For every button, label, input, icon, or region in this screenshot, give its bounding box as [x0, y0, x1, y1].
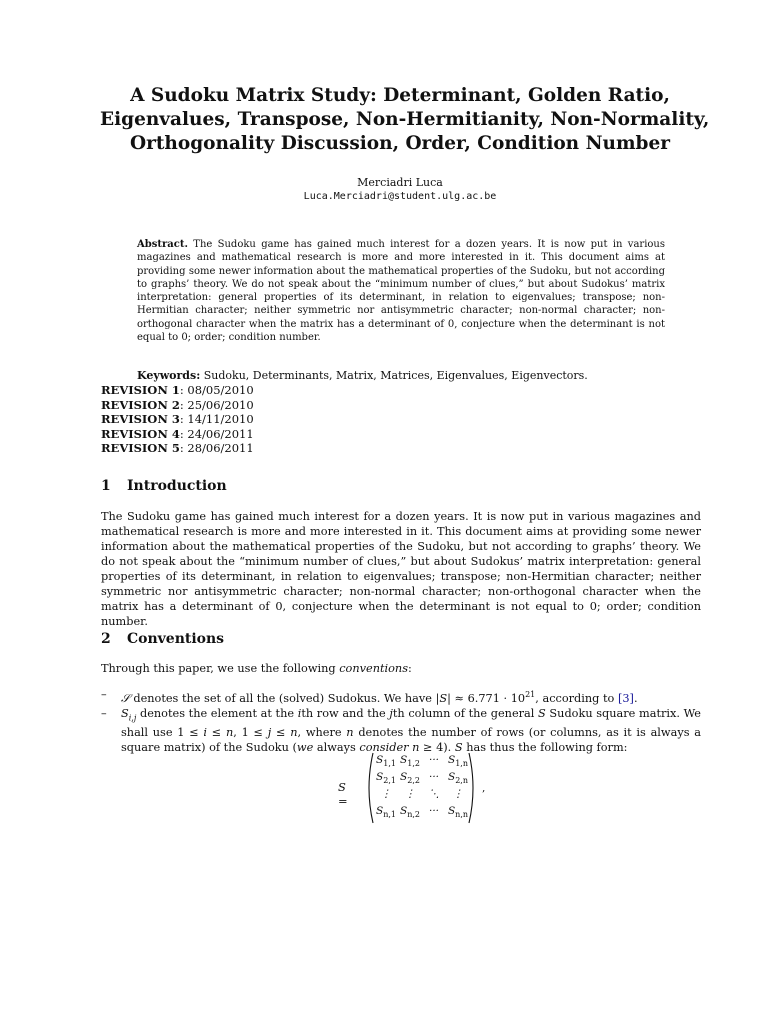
section-heading-introduction: 1 Introduction: [101, 478, 227, 494]
matrix-body: [364, 752, 476, 824]
left-paren-icon: [364, 752, 374, 824]
conventions-lead: Through this paper, we use the following conventions:: [101, 662, 412, 675]
author-email: Luca.Merciadri@student.ulg.ac.be: [303, 191, 497, 202]
matrix-cell: ···: [428, 805, 439, 817]
matrix-grid: [374, 754, 470, 822]
matrix-cell: ⋮: [380, 788, 392, 800]
introduction-paragraph: The Sudoku game has gained much interest for a dozen years. It is now put in various magazines and mathematical research is more and more interested in it. This document aims at providing some newer information about the mathematical properties of the Sudoku, but not according to graphs’ theory. We do not speak about the “minimum number of clues,” but about Sudokus’ matrix interpretation: general properties of its determinant, in relation to eigenvalues; transpose; non-Hermitian character; neither symmetric nor antisymmetric character; non-normal character; non-orthogonal character when the matrix has a determinant of 0, conjecture when the determinant is not equal to 0; order; condition number.: [101, 510, 701, 628]
matrix-comma: ,: [482, 782, 486, 794]
title-line-2: Eigenvalues, Transpose, Non-Hermitianity, Non-Normality,: [100, 109, 710, 130]
matrix-cell: $S_{2,1}$: [376, 771, 396, 786]
abstract-label: Abstract.: [137, 239, 188, 250]
matrix-row: [374, 754, 470, 771]
matrix-cell: $S_{n,1}$: [376, 805, 396, 820]
matrix-cell: $S_{1,2}$: [400, 754, 420, 769]
matrix-cell: $S_{1,1}$: [376, 754, 396, 769]
keywords-text: Sudoku, Determinants, Matrix, Matrices, Eigenvalues, Eigenvectors.: [203, 369, 588, 382]
matrix-cell: $S_{n,n}$: [447, 805, 469, 820]
revision-list: [101, 383, 254, 456]
revision-item: REVISION 1: 08/05/2010: [101, 383, 254, 397]
right-paren-icon: [468, 752, 478, 824]
matrix-row: [374, 788, 470, 805]
author-name: Merciadri Luca: [357, 176, 443, 189]
matrix-cell: $S_{n,2}$: [400, 805, 420, 820]
abstract-text: The Sudoku game has gained much interest for a dozen years. It is now put in various magazines and mathematical research is more and more interested in it. This document aims at providing some newer information about the mathematical properties of the Sudoku, but not according to graphs’ theory. We do not speak about the “minimum number of clues,” but about Sudokus’ matrix interpretation: general properties of its determinant, in relation to eigenvalues; transpose; non-Hermitian character; neither symmetric nor antisymmetric character; non-normal character; non-orthogonal character when the matrix has a determinant of 0, conjecture when the determinant is not equal to 0; order; condition number.: [137, 239, 665, 344]
keywords: [137, 369, 677, 383]
matrix-row: [374, 805, 470, 822]
keywords-label: Keywords:: [137, 369, 201, 382]
matrix-cell: ⋮: [404, 788, 416, 800]
revision-item: REVISION 2: 25/06/2010: [101, 397, 254, 412]
reference-link[interactable]: [3]: [617, 691, 634, 705]
revision-item: REVISION 5: 28/06/2011: [101, 441, 254, 455]
matrix-cell: ···: [428, 771, 439, 783]
conventions-list: [101, 687, 701, 755]
revision-item: REVISION 4: 24/06/2011: [101, 426, 254, 441]
list-item: – 𝒮 denotes the set of all the (solved) Sudokus. We have $|S| \approx 6.771 \cdot 10^{21}$, according to [3].: [101, 688, 638, 705]
matrix-cell: ⋮: [452, 788, 464, 800]
title-line-3: Orthogonality Discussion, Order, Condition Number: [130, 133, 670, 154]
matrix-cell: $S_{1,n}$: [448, 754, 468, 769]
title-line-1: A Sudoku Matrix Study: Determinant, Golden Ratio,: [130, 85, 670, 106]
matrix-row: [374, 771, 470, 788]
matrix-label: S =: [338, 780, 348, 808]
section-heading-conventions: 2 Conventions: [101, 631, 225, 647]
list-item: – $S_{i,j}$ denotes the element at the ith row and the jth column of the general S Sudoku square matrix. We shall use 1 ≤ i ≤ n, 1 ≤ j ≤ n, where n denotes the number of rows (or columns, as it is always a square matrix) of the Sudoku (we always consider n ≥ 4). S has thus the following form:: [101, 706, 701, 755]
abstract: [137, 238, 665, 344]
matrix-cell: ···: [428, 754, 439, 766]
matrix-cell: $S_{2,n}$: [448, 771, 468, 786]
matrix-cell: ⋱: [428, 788, 440, 800]
revision-item: REVISION 3: 14/11/2010: [101, 412, 254, 426]
matrix-cell: $S_{2,2}$: [400, 771, 420, 786]
paper-title: [100, 84, 710, 156]
